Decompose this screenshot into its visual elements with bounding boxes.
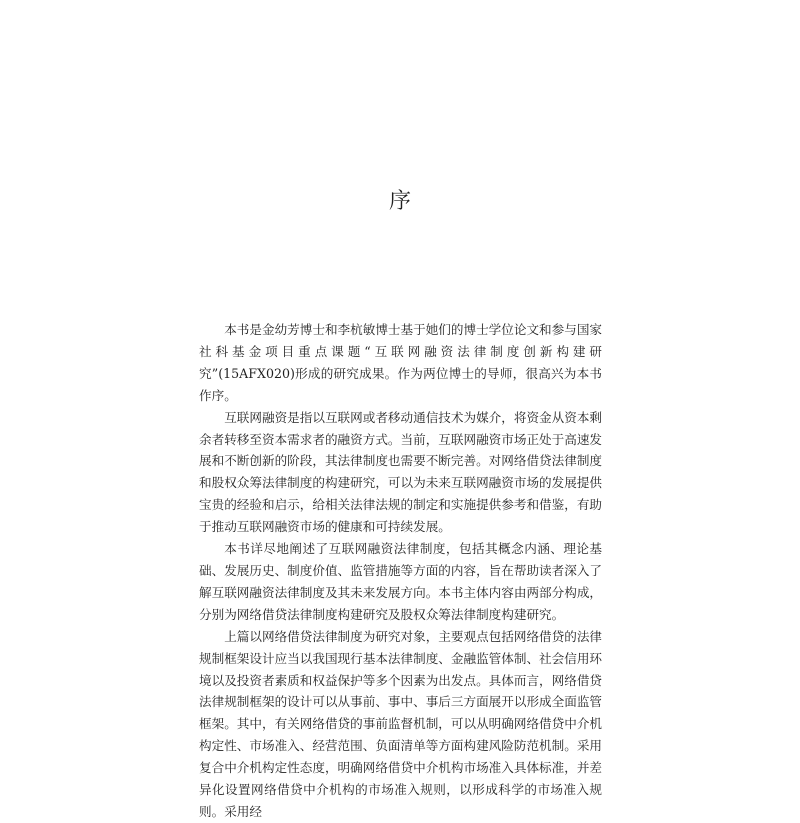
paragraph: 上篇以网络借贷法律制度为研究对象，主要观点包括网络借贷的法律规制框架设计应当以我国现行基本法律制度、金融监管体制、社会信用环境以及投资者素质和权益保护等多个因素为出发点。具体而言，网络借贷法律规制框架的设计可以从事前、事中、事后三方面展开以形成全面监管框架。其中，有关网络借贷的事前监督机制，可以从明确网络借贷中介机构定性、市场准入、经营范围、负面清单等方面构建风险防范机制。采用复合中介机构定性态度，明确网络借贷中介机构市场准入具体标准，并差异化设置网络借贷中介机构的市场准入规则，以形成科学的市场准入规则。采用经 (199, 628, 602, 819)
paragraph: 互联网融资是指以互联网或者移动通信技术为媒介，将资金从资本剩余者转移至资本需求者的融资方式。当前，互联网融资市场正处于高速发展和不断创新的阶段，其法律制度也需要不断完善。对网络借贷法律制度和股权众筹法律制度的构建研究，可以为未来互联网融资市场的发展提供宝贵的经验和启示，给相关法律法规的制定和实施提供参考和借鉴，有助于推动互联网融资市场的健康和可持续发展。 (199, 409, 602, 535)
preface-body (199, 319, 602, 823)
paragraph: 本书详尽地阐述了互联网融资法律制度，包括其概念内涵、理论基础、发展历史、制度价值、监管措施等方面的内容，旨在帮助读者深入了解互联网融资法律制度及其未来发展方向。本书主体内容由两部分构成，分别为网络借贷法律制度构建研究及股权众筹法律制度构建研究。 (199, 541, 602, 622)
paragraph: 本书是金幼芳博士和李杭敏博士基于她们的博士学位论文和参与国家社科基金项目重点课题“互联网融资法律制度创新构建研究”(15AFX020)形成的研究成果。作为两位博士的导师，很高兴为本书作序。 (199, 322, 602, 403)
chapter-title: 序 (388, 189, 411, 214)
